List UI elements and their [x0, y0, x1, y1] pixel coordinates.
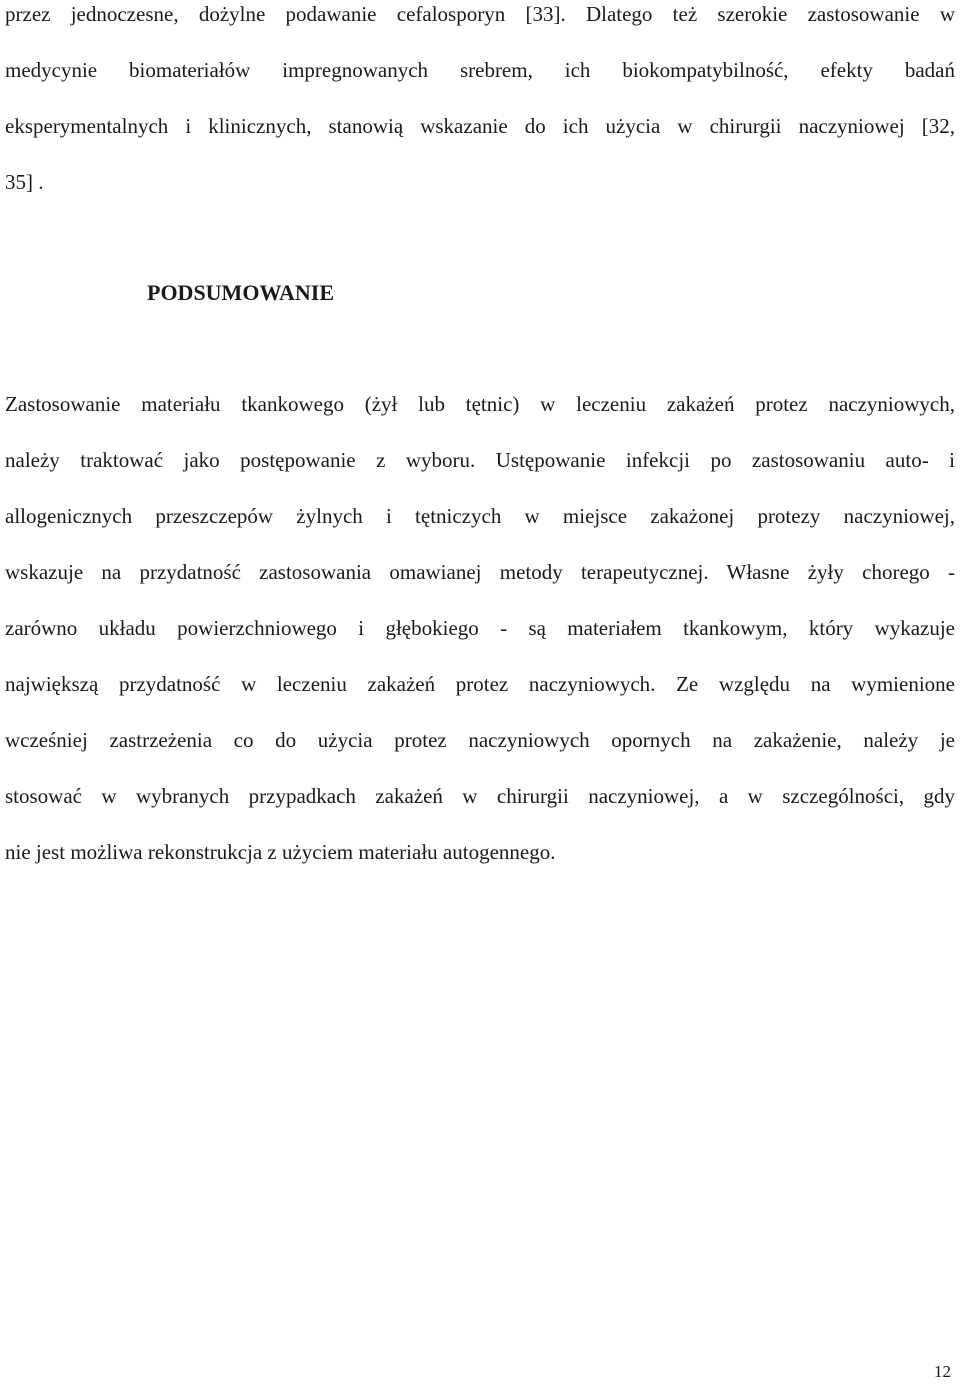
- page-number: 12: [934, 1362, 951, 1381]
- text-line: zarówno układu powierzchniowego i głębokiego - są materiałem tkankowym, który wykazuje: [5, 616, 955, 640]
- text-line: wskazuje na przydatność zastosowania omawianej metody terapeutycznej. Własne żyły chorego -: [5, 560, 955, 584]
- text-line: największą przydatność w leczeniu zakażeń protez naczyniowych. Ze względu na wymienione: [5, 672, 955, 696]
- text-line: przez jednoczesne, dożylne podawanie cefalosporyn [33]. Dlatego też szerokie zastosowanie w: [5, 2, 955, 26]
- text-line: 35] .: [5, 170, 44, 194]
- text-line: wcześniej zastrzeżenia co do użycia protez naczyniowych opornych na zakażenie, należy je: [5, 728, 955, 752]
- section-heading: PODSUMOWANIE: [147, 280, 335, 305]
- text-line: allogenicznych przeszczepów żylnych i tętniczych w miejsce zakażonej protezy naczyniowej,: [5, 504, 955, 528]
- text-line: nie jest możliwa rekonstrukcja z użyciem materiału autogennego.: [5, 840, 556, 864]
- text-line: eksperymentalnych i klinicznych, stanowią wskazanie do ich użycia w chirurgii naczyniowej [32,: [5, 114, 955, 138]
- text-line: należy traktować jako postępowanie z wyboru. Ustępowanie infekcji po zastosowaniu auto- i: [5, 448, 955, 472]
- text-line: medycynie biomateriałów impregnowanych srebrem, ich biokompatybilność, efekty badań: [5, 58, 955, 82]
- text-line: stosować w wybranych przypadkach zakażeń w chirurgii naczyniowej, a w szczególności, gdy: [5, 784, 955, 808]
- text-line: Zastosowanie materiału tkankowego (żył lub tętnic) w leczeniu zakażeń protez naczyniowych,: [5, 392, 955, 416]
